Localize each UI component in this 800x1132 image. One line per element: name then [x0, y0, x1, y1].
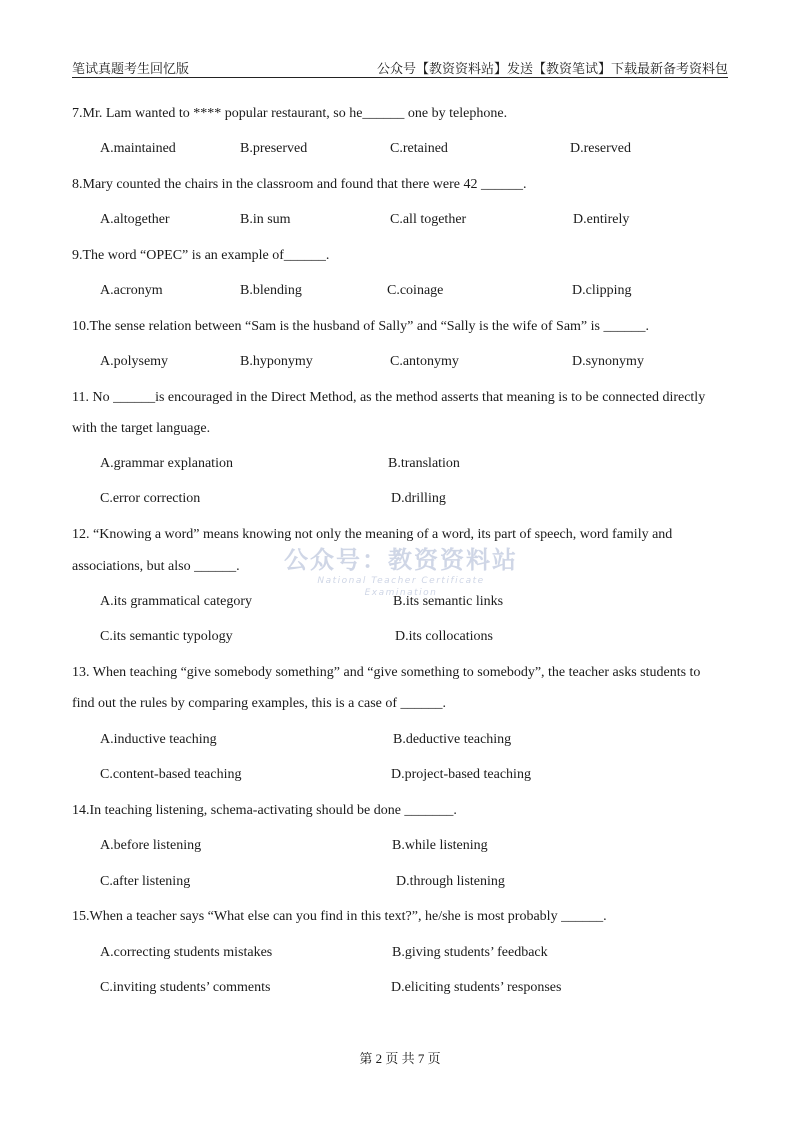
question-8-option-d: D.entirely — [573, 212, 630, 227]
page-header — [72, 50, 728, 74]
header-promo: 公众号【教资资料站】发送【教资笔试】下载最新备考资料包 — [376, 61, 728, 76]
question-15-option-c: C.inviting students’ comments — [100, 980, 271, 995]
question-10-option-a: A.polysemy — [100, 354, 169, 369]
watermark — [282, 545, 520, 598]
question-12-stem-line-1: 12. “Knowing a word” means knowing not only the meaning of a word, its part of speech, word family and — [72, 527, 673, 542]
watermark-title: 公众号：教资资料站 — [284, 546, 518, 574]
question-10-stem: 10.The sense relation between “Sam is the husband of Sally” and “Sally is the wife of Sam” is ______. — [72, 319, 649, 334]
question-9-option-b: B.blending — [240, 283, 302, 298]
question-11-option-a: A.grammar explanation — [100, 456, 233, 471]
question-8-option-c: C.all together — [390, 212, 467, 227]
question-7-stem: 7.Mr. Lam wanted to **** popular restaurant, so he______ one by telephone. — [72, 106, 508, 121]
question-9-stem: 9.The word “OPEC” is an example of______. — [72, 248, 330, 263]
question-8-stem: 8.Mary counted the chairs in the classroom and found that there were 42 ______. — [72, 177, 527, 192]
question-8-option-a: A.altogether — [100, 212, 170, 227]
question-11-stem-line-1: 11. No ______is encouraged in the Direct Method, as the method asserts that meaning is to be connected directly — [72, 390, 706, 405]
question-13-option-b: B.deductive teaching — [393, 732, 512, 747]
header-divider — [72, 77, 728, 78]
question-14-option-a: A.before listening — [100, 838, 202, 853]
question-7-option-d: D.reserved — [570, 141, 632, 156]
question-7-option-b: B.preserved — [240, 141, 308, 156]
question-13-stem-line-2: find out the rules by comparing examples, this is a case of ______. — [72, 696, 447, 711]
question-14-option-b: B.while listening — [392, 838, 488, 853]
question-7-option-a: A.maintained — [100, 141, 176, 156]
question-15-option-b: B.giving students’ feedback — [392, 945, 548, 960]
question-10-option-b: B.hyponymy — [240, 354, 313, 369]
question-11-option-c: C.error correction — [100, 491, 201, 506]
question-9-option-c: C.coinage — [387, 283, 444, 298]
question-10-option-c: C.antonymy — [390, 354, 459, 369]
question-8-option-b: B.in sum — [240, 212, 291, 227]
question-12-option-c: C.its semantic typology — [100, 629, 233, 644]
question-15-option-a: A.correcting students mistakes — [100, 945, 273, 960]
question-10-option-d: D.synonymy — [572, 354, 644, 369]
page-number: 第 2 页 共 7 页 — [359, 1051, 441, 1066]
question-13-option-d: D.project-based teaching — [391, 767, 531, 782]
question-13-option-a: A.inductive teaching — [100, 732, 217, 747]
question-14-option-d: D.through listening — [396, 874, 505, 889]
question-7-option-c: C.retained — [390, 141, 448, 156]
question-9-option-d: D.clipping — [572, 283, 632, 298]
question-13-stem-line-1: 13. When teaching “give somebody something” and “give something to somebody”, the teacher asks students to — [72, 665, 701, 680]
header-title: 笔试真题考生回忆版 — [72, 61, 190, 76]
question-12-option-b: B.its semantic links — [393, 594, 504, 609]
question-15-stem: 15.When a teacher says “What else can you find in this text?”, he/she is most probably ______. — [72, 909, 607, 924]
question-13-option-c: C.content-based teaching — [100, 767, 242, 782]
question-14-stem: 14.In teaching listening, schema-activating should be done _______. — [72, 803, 457, 818]
question-15-option-d: D.eliciting students’ responses — [391, 980, 562, 995]
question-12-option-a: A.its grammatical category — [100, 594, 252, 609]
question-9-option-a: A.acronym — [100, 283, 163, 298]
question-11-option-b: B.translation — [388, 456, 460, 471]
watermark-subtitle: National Teacher Certificate Examination — [317, 576, 485, 598]
question-14-option-c: C.after listening — [100, 874, 191, 889]
question-11-stem-line-2: with the target language. — [72, 421, 211, 436]
question-11-option-d: D.drilling — [391, 491, 446, 506]
question-12-stem-line-2: associations, but also ______. — [72, 559, 240, 574]
question-12-option-d: D.its collocations — [395, 629, 493, 644]
